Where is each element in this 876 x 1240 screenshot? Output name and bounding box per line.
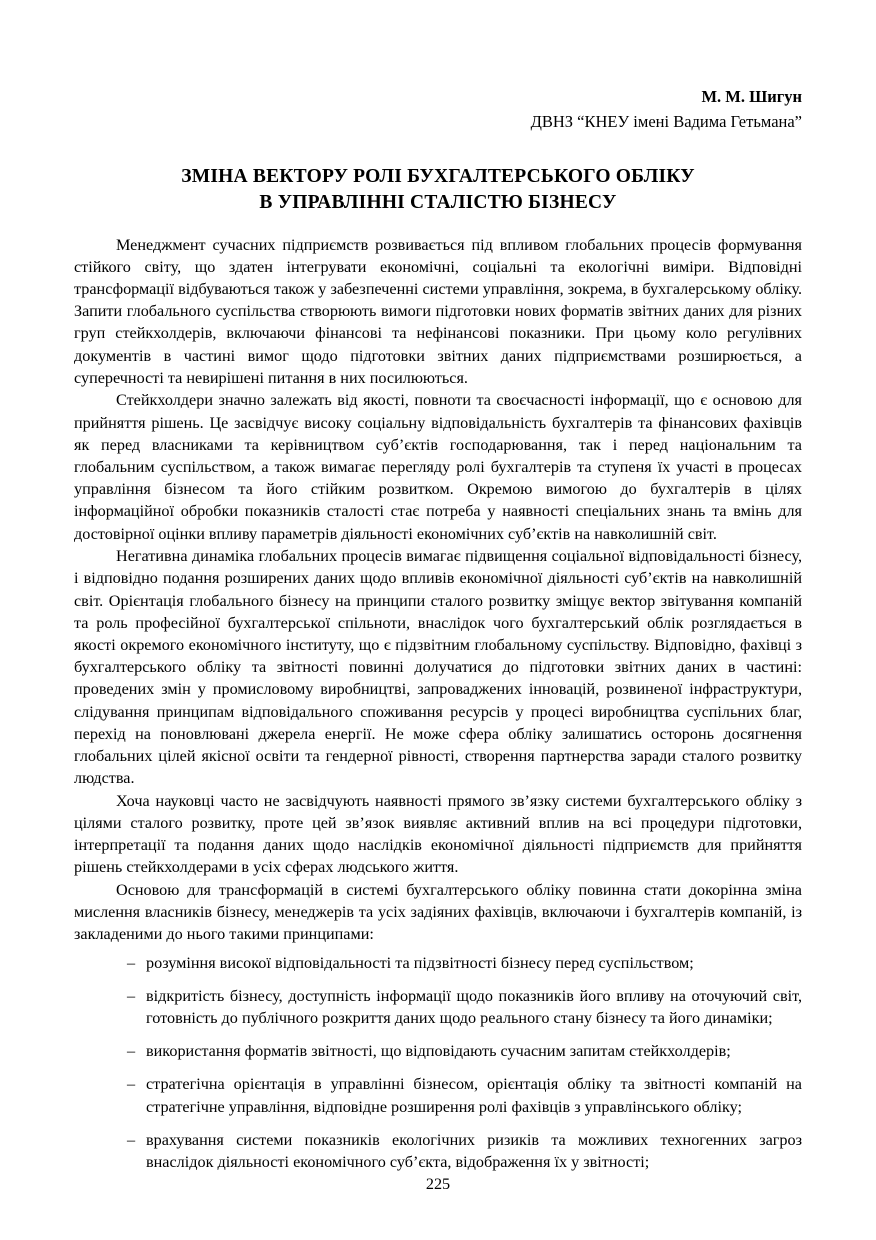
list-item (74, 952, 802, 974)
bullet-dash-icon: – (126, 953, 136, 972)
list-item-text: стратегічна орієнтація в управлінні бізнесом, орієнтація обліку та звітності компаній на стратегічне управління, відповідне розширення ролі фахівців з управлінського обліку; (146, 1075, 802, 1116)
author-block (74, 86, 802, 134)
list-item-text: відкритість бізнесу, доступність інформації щодо показників його впливу на оточуючий світ, готовність до публічного розкриття даних щодо реального стану бізнесу та його динаміки; (146, 986, 802, 1028)
list-item (74, 985, 802, 1029)
author-affiliation: ДВНЗ “КНЕУ імені Вадима Гетьмана” (530, 112, 802, 132)
list-item (74, 1073, 802, 1117)
bullet-dash-icon: – (126, 986, 136, 1005)
body-paragraph: Основою для трансформацій в системі бухгалтерського обліку повинна стати докорінна зміна мислення власників бізнесу, менеджерів та усіх задіяних фахівців, включаючи і бухгалтерів компаній, із закладеними до нього такими принципами: (74, 881, 802, 944)
list-item (74, 1040, 802, 1062)
principles-list (74, 952, 802, 1174)
body-paragraph: Негативна динаміка глобальних процесів вимагає підвищення соціальної відповідальності бізнесу, і відповідно подання розширених даних щодо впливів економічної діяльності суб’єктів на навколишній світ. Орієнтація глобального бізнесу на принципи сталого розвитку зміщує вектор звітування компаній та роль професійної бухгалтерської спільноти, внаслідок чого бухгалтерський облік розглядається в якості окремого економічного інституту, що є підзвітним глобальному суспільству. Відповідно, фахівці з бухгалтерського обліку та звітності повинні долучатися до підготовки звітних даних в частині: проведених змін у промисловому виробництві, запроваджених інновацій, розвиненої інфраструктури, слідування принципам відповідального споживання ресурсів у процесі виробництва суспільних благ, перехід на поновлювані джерела енергії. Не може сфера обліку залишатись осторонь досягнення глобальних цілей якісної освіти та гендерної рівності, створення партнерства заради сталого розвитку людства. (74, 547, 802, 788)
body-paragraph: Хоча науковці часто не засвідчують наявності прямого зв’язку системи бухгалтерського обліку з цілями сталого розвитку, проте цей зв’язок виявляє активний вплив на всі процедури підготовки, інтерпретації та подання даних щодо наслідків економічної діяльності підприємств для прийняття рішень стейкхолдерами в усіх сферах людського життя. (74, 791, 802, 877)
list-item-text: розуміння високої відповідальності та підзвітності бізнесу перед суспільством; (146, 953, 694, 972)
list-item (74, 1129, 802, 1173)
bullet-dash-icon: – (126, 1042, 136, 1061)
bullet-dash-icon: – (126, 1130, 136, 1149)
page-title-line-2: В УПРАВЛІННІ СТАЛІСТЮ БІЗНЕСУ (259, 191, 617, 213)
bullet-dash-icon: – (126, 1075, 136, 1094)
page-number: 225 (425, 1175, 451, 1193)
author-name: М. М. Шигун (701, 87, 802, 106)
body-paragraph: Менеджмент сучасних підприємств розвивається під впливом глобальних процесів формування стійкого світу, що здатен інтегрувати економічні, соціальні та екологічні виміри. Відповідні трансформації відбуваються також у забезпеченні системи управління, зокрема, в бухгалерському обліку. Запити глобального суспільства створюють вимоги підготовки нових форматів звітних даних для різних груп стейкхолдерів, включаючи фінансові та нефінансові показники. При цьому коло регулівних документів в частині вимог щодо підготовки звітних даних підприємствами розширюється, а суперечності та невирішені питання в них посилюються. (74, 235, 802, 387)
page-title-line-1: ЗМІНА ВЕКТОРУ РОЛІ БУХГАЛТЕРСЬКОГО ОБЛІКУ (181, 166, 695, 188)
body-paragraph: Стейкхолдери значно залежать від якості, повноти та своєчасності інформації, що є основою для прийняття рішень. Це засвідчує високу соціальну відповідальність бухгалтерів та фінансових фахівців як перед власниками та керівництвом суб’єктів господарювання, так і перед національним та глобальним суспільством, а також вимагає перегляду ролі бухгалтерів та ступеня їх участі в процесах управління бізнесом та його стійким розвитком. Окремою вимогою до бухгалтерів в цілях інформаційної обробки показників сталості стає потреба у наявності спеціальних знань та вмінь для достовірної оцінки впливу параметрів діяльності економічних суб’єктів на навколишній світ. (74, 391, 802, 543)
page-title (74, 164, 802, 215)
list-item-text: використання форматів звітності, що відповідають сучасним запитам стейкхолдерів; (146, 1042, 731, 1061)
list-item-text: врахування системи показників екологічних ризиків та можливих техногенних загроз внаслідок діяльності економічного суб’єкта, відображення їх у звітності; (146, 1130, 802, 1171)
